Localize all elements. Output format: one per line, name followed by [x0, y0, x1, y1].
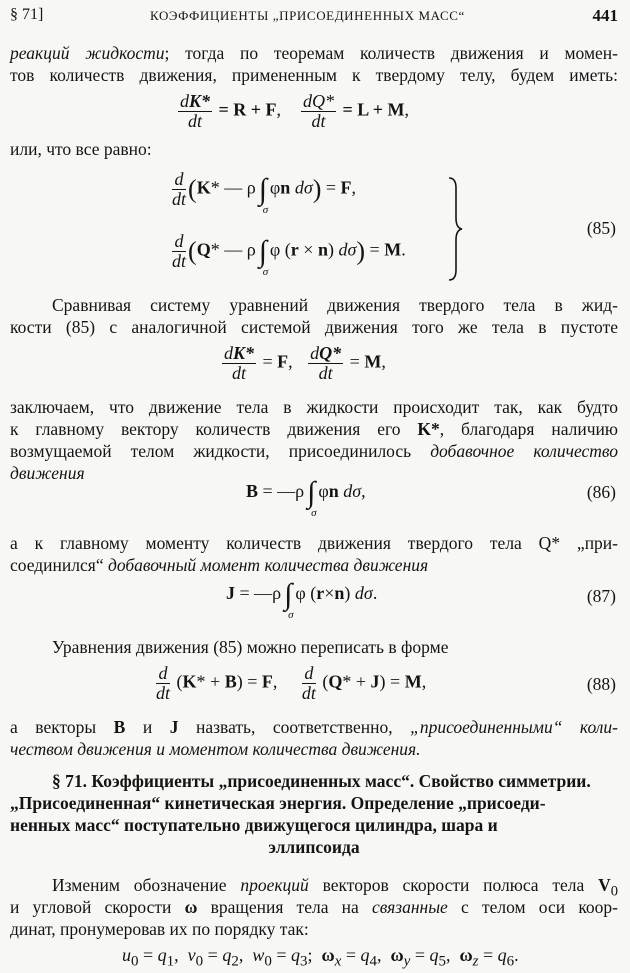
- text-line: или, что все равно:: [10, 139, 152, 159]
- text-line: реакций жидкости; тогда по теоремам количеств движения и момен-: [10, 43, 618, 63]
- text-line: движения: [10, 463, 85, 483]
- section-heading-line: „Присоединенная“ кинетическая энергия. Определение „присоеди-: [10, 793, 546, 813]
- text-line: кости (85) с аналогичной системой движения того же тела в пустоте: [10, 317, 618, 337]
- equation-rigid-body-vacuum: $\frac{dK*}{dt}$ = F, $\frac{dQ*}{dt}$ = M,: [224, 343, 386, 383]
- equation-number-88: (88): [586, 674, 616, 694]
- equation-q-notation: $u_0 = q_1$, $v_0 = q_2$, $w_0 = q_3$; $\omega_x = q_4$, $\omega_y = q_5$, $\omega_z = q_6$.: [122, 945, 519, 970]
- section-heading-line: ненных масс“ поступательно движущегося цилиндра, шара и: [10, 815, 498, 835]
- right-brace: [447, 176, 463, 282]
- page-number: 441: [592, 6, 618, 25]
- text-line: а векторы B и J назвать, соответственно, „присоединенными“ коли-: [10, 717, 618, 737]
- running-header: [10, 6, 618, 30]
- text-line: заключаем, что движение тела в жидкости происходит так, как будто: [10, 397, 618, 417]
- text-line: соединился“ добавочный момент количества движения: [10, 555, 429, 575]
- text-line: к главному вектору количеств движения его K*, благодаря наличию: [10, 419, 618, 439]
- header-title: КОЭФФИЦИЕНТЫ „ПРИСОЕДИНЕННЫХ МАСС“: [150, 8, 465, 23]
- equation-number-87: (87): [586, 586, 616, 606]
- section-heading-line: § 71. Коэффициенты „присоединенных масс“. Свойство симметрии.: [52, 771, 591, 791]
- equation-86: B = —ρ ∫ σ φn dσ,: [246, 476, 366, 519]
- header-section: § 71]: [10, 6, 44, 23]
- text-line: и угловой скорости ω вращения тела на связанные с телом оси коор-: [10, 897, 619, 917]
- equation-87: J = —ρ ∫ σ φ (r×n) dσ.: [226, 578, 378, 621]
- equation-85a: $\frac{d}{dt}$ (K* — ρ ∫ σ φn dσ) = F,: [172, 169, 357, 216]
- equation-number-85: (85): [586, 218, 616, 238]
- equation-85b: $\frac{d}{dt}$ (Q* — ρ ∫ σ φ (r × n) dσ) = M.: [172, 231, 406, 278]
- text-line: Изменим обозначение проекций векторов скорости полюса тела $V_0$: [52, 875, 618, 900]
- text-line: а к главному моменту количеств движения твердого тела Q* „при-: [10, 533, 618, 553]
- equation-88: $\frac{d}{dt}$ (K* + B) = F, $\frac{d}{dt}$ (Q* + J) = M,: [156, 663, 427, 703]
- text-line: Сравнивая систему уравнений движения твердого тела в жид-: [52, 295, 618, 315]
- text-line: чеством движения и моментом количества движения.: [10, 739, 421, 759]
- text-line: возмущаемой телом жидкости, присоединилось добавочное количество: [10, 441, 618, 461]
- equation-momentum-laws: $\frac{dK*}{dt}$ = R + F, $\frac{dQ*}{dt}$ = L + M,: [180, 91, 410, 131]
- equation-number-86: (86): [586, 482, 616, 502]
- section-heading-line: эллипсоида: [268, 837, 360, 857]
- text-line: динат, пронумеровав их по порядку так:: [10, 919, 309, 939]
- text-line: Уравнения движения (85) можно переписать в форме: [52, 637, 449, 657]
- text-line: тов количеств движения, примененным к твердому телу, будем иметь:: [10, 65, 618, 85]
